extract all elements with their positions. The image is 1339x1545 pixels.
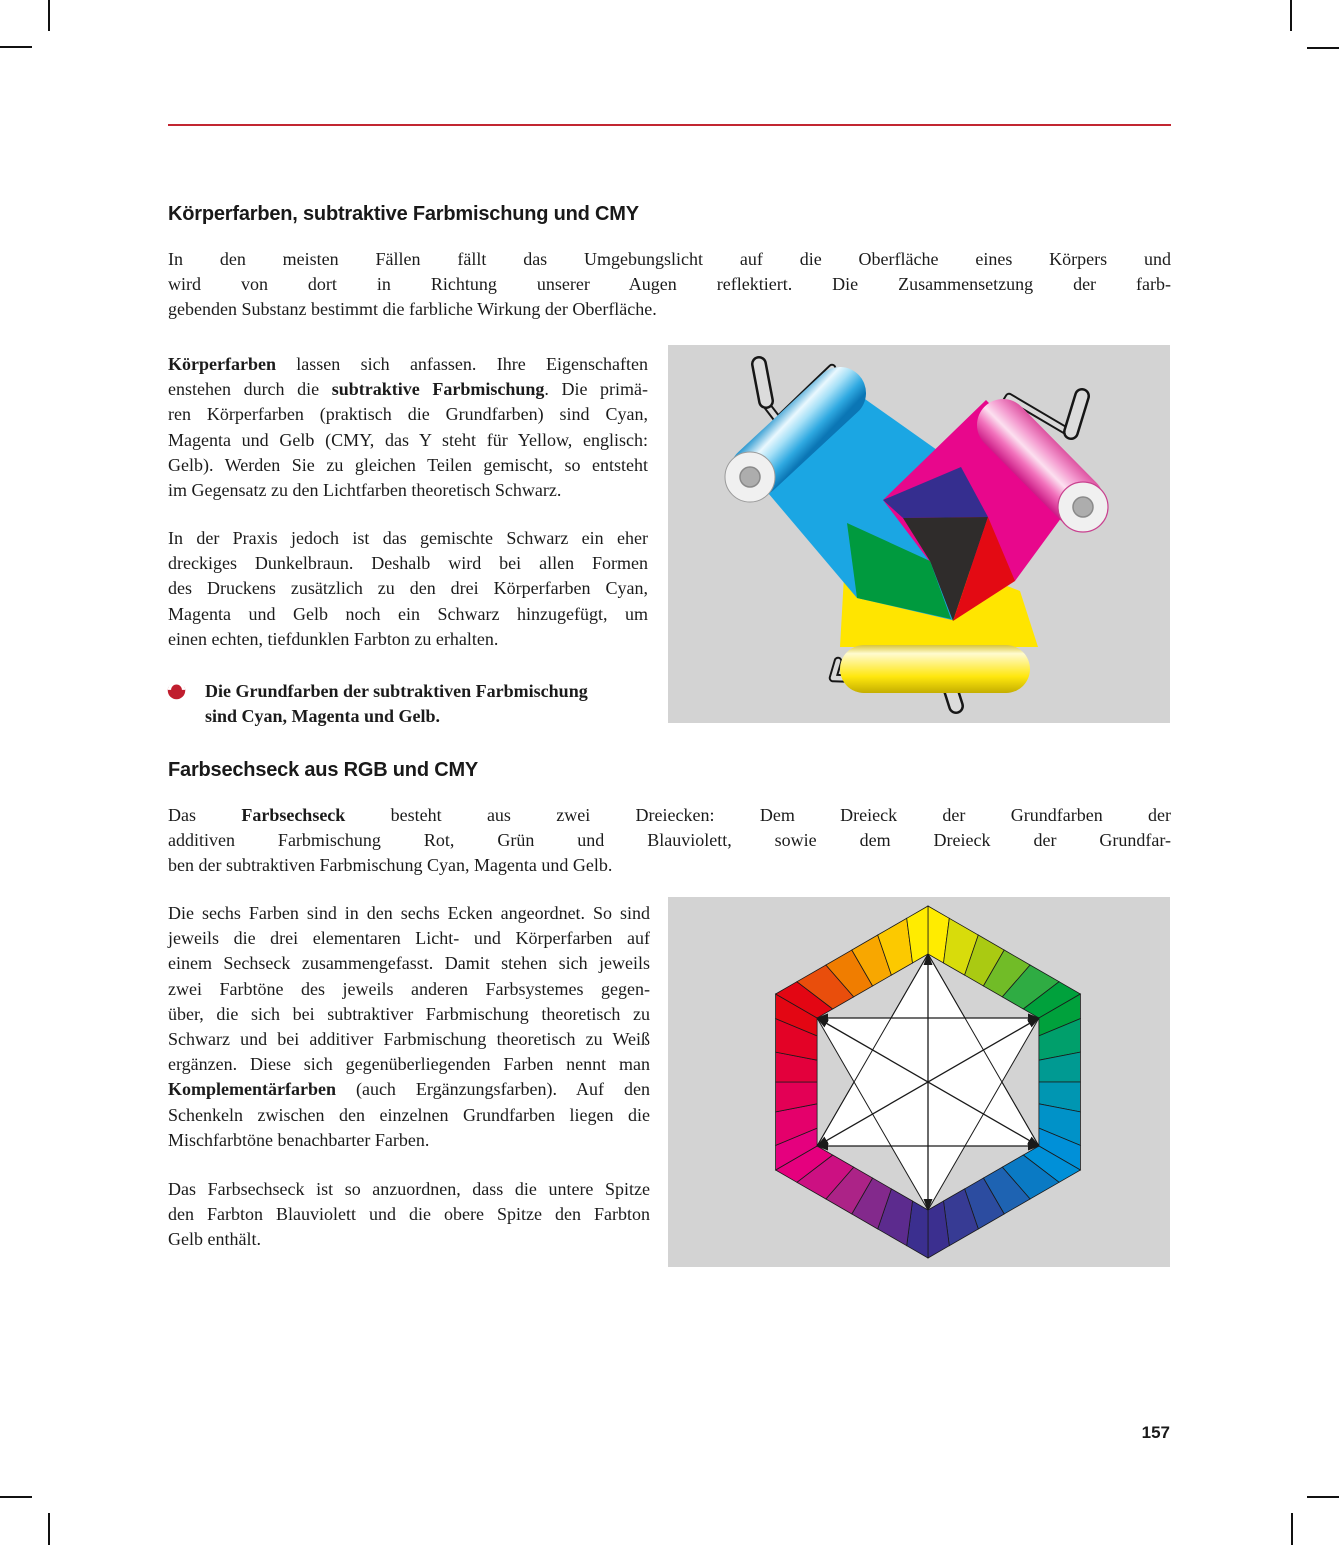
text-line: über, die sich bei subtraktiver Farbmischung theoretisch zu [168, 1003, 650, 1024]
text-line: Körperfarben lassen sich anfassen. Ihre Eigenschaften [168, 354, 648, 374]
crop-mark-top-left-h [0, 46, 32, 48]
text-line: ren Körperfarben (praktisch die Grundfarben) sind Cyan, [168, 404, 648, 425]
text-line: Das Farbsechseck ist so anzuordnen, dass die untere Spitze [168, 1179, 650, 1199]
header-rule [168, 124, 1171, 126]
paragraph-sechs-farben [168, 901, 650, 1153]
text-line: Magenta und Gelb noch ein Schwarz hinzugefügt, um [168, 603, 648, 624]
section-heading-koerperfarben: Körperfarben, subtraktive Farbmischung und CMY [168, 203, 639, 225]
text-line: Schenkeln zwischen den einzelnen Grundfarben liegen die [168, 1104, 650, 1125]
text-line: Gelb). Werden Sie zu gleichen Teilen gemischt, so entsteht [168, 454, 648, 475]
text-line: Komplementärfarben (auch Ergänzungsfarben). Auf den [168, 1079, 650, 1100]
text-line: den Farbton Blauviolett und die obere Spitze den Farbton [168, 1204, 650, 1225]
crop-mark-bottom-left-v [48, 1513, 50, 1545]
cyan-roller-grip [759, 364, 766, 401]
note-arrow-icon [167, 681, 186, 700]
crop-mark-bottom-right-v [1291, 1513, 1293, 1545]
paragraph-koerperfarben [168, 352, 648, 503]
text-line: dreckiges Dunkelbraun. Deshalb wird bei allen Formen [168, 553, 648, 574]
text-line: additiven Farbmischung Rot, Grün und Blauviolett, sowie dem Dreieck der Grundfar- [168, 830, 1171, 851]
text-line: In den meisten Fällen fällt das Umgebungslicht auf die Oberfläche eines Körpers und [168, 249, 1171, 269]
text-line: im Gegensatz zu den Lichtfarben theoretisch Schwarz. [168, 480, 562, 501]
intro-paragraph [168, 247, 1171, 323]
text-line: wird von dort in Richtung unserer Augen reflektiert. Die Zusammensetzung der farb- [168, 274, 1171, 295]
text-line: des Druckens zusätzlich zu den drei Körperfarben Cyan, [168, 578, 648, 599]
text-line: In der Praxis jedoch ist das gemischte Schwarz ein eher [168, 528, 648, 548]
text-line: Gelb enthält. [168, 1229, 261, 1250]
text-line: Mischfarbtöne benachbarter Farben. [168, 1129, 430, 1150]
text-line: zwei Farbtöne des jeweils anderen Farbsystemes gegen- [168, 978, 650, 999]
text-line: gebenden Substanz bestimmt die farbliche Wirkung der Oberfläche. [168, 299, 657, 320]
cmy-paint-rollers-illustration [668, 345, 1170, 723]
text-line: ben der subtraktiven Farbmischung Cyan, Magenta und Gelb. [168, 855, 613, 876]
paragraph-anordnung [168, 1177, 650, 1253]
magenta-roller-cap-core [1073, 497, 1093, 517]
crop-mark-top-left-v [48, 0, 50, 31]
crop-mark-top-right-h [1307, 47, 1339, 49]
text-line: Die sechs Farben sind in den sechs Ecken angeordnet. So sind [168, 903, 650, 923]
crop-mark-bottom-right-h [1307, 1496, 1339, 1498]
cyan-roller-cap-core [740, 467, 760, 487]
text-line: Die Grundfarben der subtraktiven Farbmischung [205, 681, 588, 701]
page-number: 157 [1141, 1423, 1170, 1442]
text-line: enstehen durch die subtraktive Farbmischung. Die primä- [168, 379, 649, 400]
section-heading-farbsechseck: Farbsechseck aus RGB und CMY [168, 759, 479, 781]
text-line: jeweils die drei elementaren Licht- und Körperfarben auf [168, 928, 650, 949]
paragraph-praxis [168, 526, 648, 652]
crop-mark-top-right-v [1290, 0, 1292, 31]
text-line: ergänzen. Diese sich gegenüberliegenden Farben nennt man [168, 1054, 650, 1075]
text-line: einen echten, tiefdunklen Farbton zu erhalten. [168, 628, 499, 649]
note-text [205, 679, 650, 729]
crop-mark-bottom-left-h [0, 1496, 32, 1498]
text-line: Schwarz und bei additiver Farbmischung theoretisch zu Weiß [168, 1029, 650, 1050]
figure-cmy-paint-rollers [668, 345, 1170, 723]
text-line: Das Farbsechseck besteht aus zwei Dreiecken: Dem Dreieck der Grundfarben der [168, 805, 1171, 825]
figure-color-hexagon [668, 897, 1170, 1267]
text-line: Magenta und Gelb (CMY, das Y steht für Yellow, englisch: [168, 429, 648, 450]
text-line: sind Cyan, Magenta und Gelb. [205, 706, 441, 727]
paragraph-farbsechseck [168, 803, 1171, 879]
color-hexagon-illustration [668, 897, 1170, 1267]
text-line: einem Sechseck zusammengefasst. Damit stehen sich jeweils [168, 953, 650, 974]
